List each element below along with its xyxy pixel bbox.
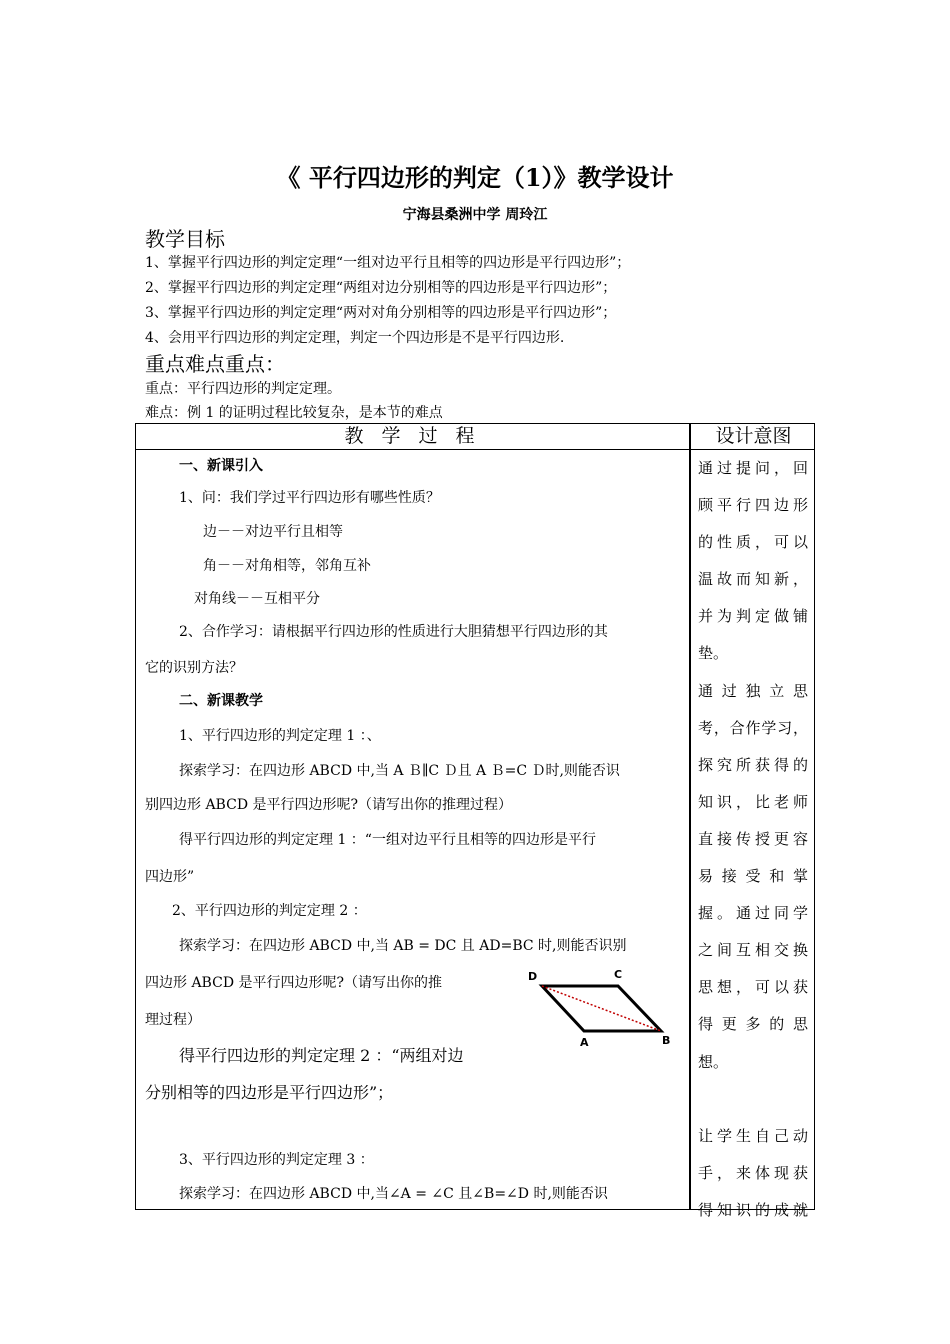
intent-line: 垫。 <box>698 644 729 663</box>
process-line: 得平行四边形的判定定理 1 ：“一组对边平行且相等的四边形是平行 <box>179 832 596 848</box>
intent-line: 考，合作学习， <box>698 718 808 737</box>
intent-line: 通过提问，回 <box>698 459 808 477</box>
column-divider <box>689 424 691 1209</box>
intent-line: 温故而知新， <box>698 570 808 589</box>
process-line: 1、平行四边形的判定定理 1 ：、 <box>179 728 381 744</box>
process-line: 四边形” <box>145 869 195 885</box>
objectives-heading: 教学目标 <box>145 227 225 251</box>
parallelogram-figure <box>524 964 684 1046</box>
intent-line: 的性质，可以 <box>698 533 808 552</box>
section-heading: 一、新课引入 <box>179 458 263 474</box>
process-line: 它的识别方法？ <box>145 660 243 676</box>
label-a: A <box>580 1036 589 1046</box>
intent-spacer <box>698 1081 808 1118</box>
key-point-text: 重点：平行四边形的判定定理。 <box>145 381 341 397</box>
intent-column <box>698 450 808 1229</box>
intent-line: 并为判定做铺 <box>698 607 808 626</box>
intent-line: 思想，可以获 <box>698 978 808 997</box>
objective-item: 1、掌握平行四边形的判定定理“一组对边平行且相等的四边形是平行四边形”； <box>145 255 631 271</box>
page-title: 《 平行四边形的判定（1）》教学设计 <box>276 163 674 192</box>
process-line: 2、平行四边形的判定定理 2 ： <box>172 903 367 919</box>
process-line: 3、平行四边形的判定定理 3 ： <box>179 1152 374 1168</box>
process-line: 探索学习：在四边形 ABCD 中,当∠A = ∠C 且∠B=∠D 时,则能否识 <box>179 1186 608 1202</box>
key-points-heading: 重点难点重点： <box>145 352 285 376</box>
section-heading: 二、新课教学 <box>179 693 263 709</box>
process-line: 探索学习：在四边形 ABCD 中,当 AB = DC 且 AD=BC 时,则能否识别 <box>179 938 627 954</box>
intent-line: 易接受和掌 <box>698 867 808 886</box>
process-line: 四边形 ABCD 是平行四边形呢?（请写出你的推 <box>145 975 442 991</box>
intent-line: 手，来体现获 <box>698 1163 808 1182</box>
process-line: 别四边形 ABCD 是平行四边形呢?（请写出你的推理过程） <box>145 797 512 813</box>
process-line: 分别相等的四边形是平行四边形”； <box>145 1083 394 1102</box>
difficulty-text: 难点：例 1 的证明过程比较复杂，是本节的难点 <box>145 405 443 421</box>
diagonal-db <box>542 986 661 1031</box>
intent-line: 得知识的成就 <box>698 1200 808 1219</box>
intent-line: 握。通过同学 <box>698 904 808 923</box>
process-line: 对角线－－互相平分 <box>194 591 320 607</box>
process-line: 理过程） <box>145 1012 201 1028</box>
process-line: 1、问：我们学过平行四边形有哪些性质？ <box>179 490 440 506</box>
label-b: B <box>662 1034 671 1046</box>
intent-line: 顾平行四边形 <box>698 496 808 515</box>
intent-line: 之间互相交换 <box>698 941 808 960</box>
lesson-table <box>135 423 815 1219</box>
header-intent: 设计意图 <box>715 425 792 447</box>
objective-item: 2、掌握平行四边形的判定定理“两组对边分别相等的四边形是平行四边形”； <box>145 280 617 296</box>
process-line: 探索学习：在四边形 ABCD 中,当 A Ｂ∥C Ｄ且 A Ｂ=C Ｄ时,则能否识 <box>179 763 620 779</box>
intent-line: 让学生自己动 <box>698 1126 808 1145</box>
process-line: 边－－对边平行且相等 <box>203 524 343 540</box>
process-line: 角－－对角相等，邻角互补 <box>203 558 371 574</box>
objective-item: 4、会用平行四边形的判定定理，判定一个四边形是不是平行四边形. <box>145 330 565 346</box>
header-process: 教 学 过 程 <box>344 425 481 447</box>
process-line: 2、合作学习：请根据平行四边形的性质进行大胆猜想平行四边形的其 <box>179 624 608 640</box>
intent-line: 通过独立思 <box>698 681 808 700</box>
label-c: C <box>614 968 623 981</box>
objective-item: 3、掌握平行四边形的判定定理“两对对角分别相等的四边形是平行四边形”； <box>145 305 617 321</box>
process-line: 得平行四边形的判定定理 2 ：“两组对边 <box>179 1046 464 1065</box>
author-line: 宁海县桑洲中学 周玲江 <box>402 207 548 223</box>
intent-line: 探究所获得的 <box>698 755 808 774</box>
intent-line: 想。 <box>698 1052 729 1071</box>
label-d: D <box>528 970 538 983</box>
intent-line: 直接传授更容 <box>698 829 808 848</box>
intent-line: 得更多的思 <box>698 1015 808 1034</box>
intent-line: 知识，比老师 <box>698 792 808 811</box>
